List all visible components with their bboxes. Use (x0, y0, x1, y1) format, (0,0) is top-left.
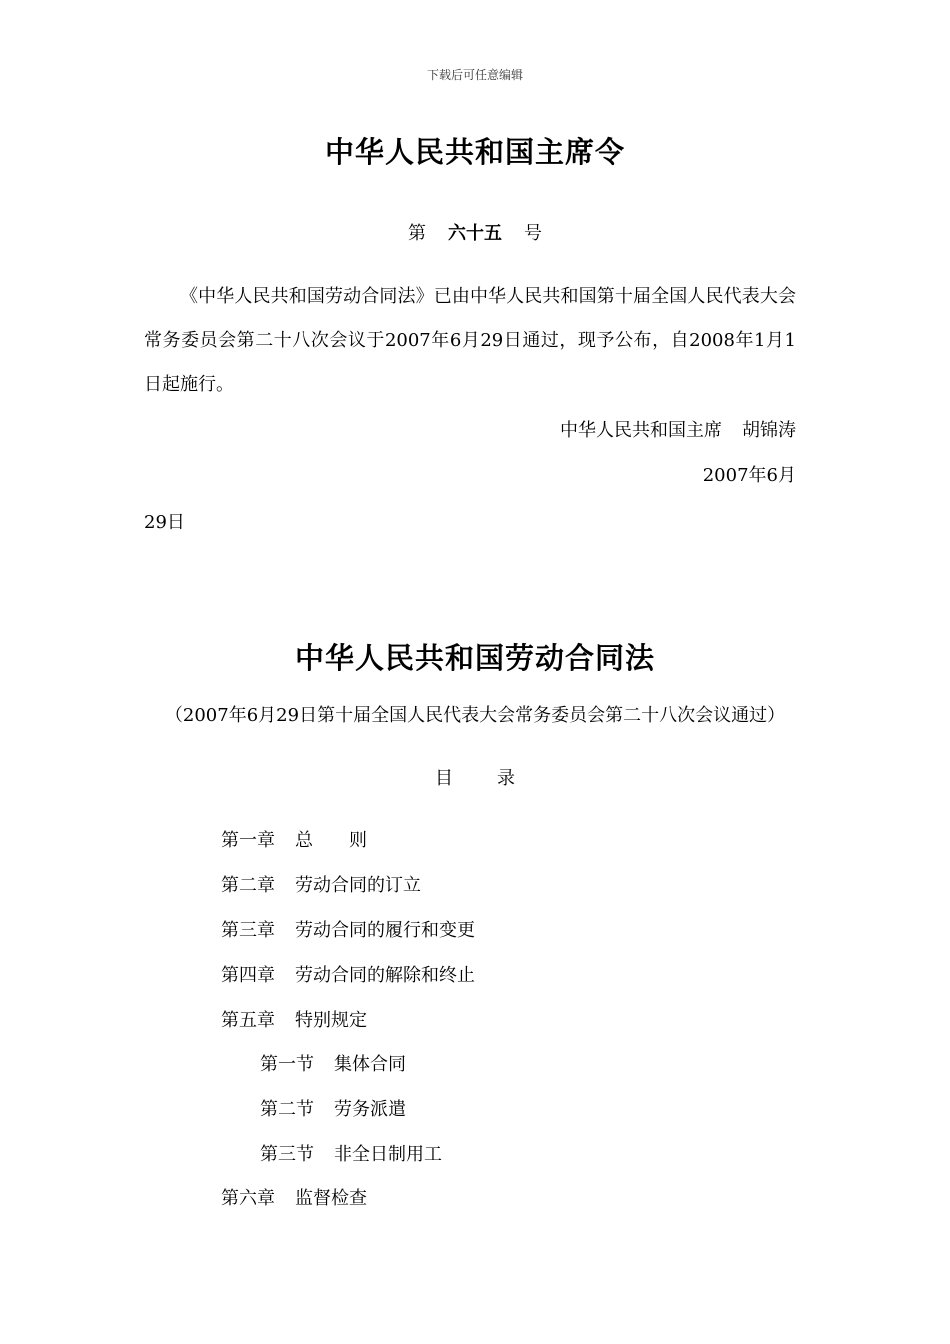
toc-item-text: 劳动合同的履行和变更 (295, 920, 475, 941)
toc-heading-char-1: 目 (435, 768, 453, 789)
toc-item-label: 第二节 (260, 1099, 314, 1120)
toc-item-chapter-2 (221, 871, 421, 897)
toc-item-label: 第五章 (221, 1010, 275, 1031)
signer-name: 胡锦涛 (742, 420, 796, 441)
toc-item-chapter-4 (221, 961, 475, 987)
toc-item-label: 第一节 (260, 1054, 314, 1075)
toc-item-text: 监督检查 (295, 1188, 367, 1209)
toc-item-label: 第二章 (221, 875, 275, 896)
toc-item-text: 劳动合同的解除和终止 (295, 965, 475, 986)
decree-signer (560, 416, 796, 442)
decree-order-number (0, 219, 950, 245)
header-note: 下载后可任意编辑 (426, 68, 523, 82)
toc-item-text: 特别规定 (295, 1010, 367, 1031)
toc-item-label: 第六章 (221, 1188, 275, 1209)
toc-heading-char-2: 录 (497, 768, 515, 789)
toc-item-section-1 (260, 1050, 406, 1076)
toc-item-section-3 (260, 1140, 442, 1166)
signer-title: 中华人民共和国主席 (560, 420, 722, 441)
toc-item-text: 总 则 (295, 830, 367, 851)
toc-item-chapter-6 (221, 1184, 367, 1210)
order-suffix: 号 (524, 223, 542, 244)
toc-heading (0, 764, 950, 790)
law-subtitle: （2007年6月29日第十届全国人民代表大会常务委员会第二十八次会议通过） (164, 705, 786, 726)
order-number: 六十五 (448, 223, 502, 244)
toc-item-label: 第三节 (260, 1144, 314, 1165)
toc-item-text: 非全日制用工 (334, 1144, 442, 1165)
toc-item-text: 劳务派遣 (334, 1099, 406, 1120)
decree-paragraph: 《中华人民共和国劳动合同法》已由中华人民共和国第十届全国人民代表大会常务委员会第二十八次会议于2007年6月29日通过，现予公布，自2008年1月1日起施行。 (144, 286, 796, 395)
decree-date-part2: 29日 (144, 512, 185, 533)
toc-item-label: 第三章 (221, 920, 275, 941)
toc-item-label: 第四章 (221, 965, 275, 986)
toc-item-chapter-1 (221, 826, 367, 852)
toc-item-section-2 (260, 1095, 406, 1121)
decree-date-part1: 2007年6月 (702, 465, 796, 486)
toc-item-text: 集体合同 (334, 1054, 406, 1075)
toc-item-text: 劳动合同的订立 (295, 875, 421, 896)
toc-item-label: 第一章 (221, 830, 275, 851)
order-prefix: 第 (408, 223, 426, 244)
law-title: 中华人民共和国劳动合同法 (294, 641, 655, 675)
toc-item-chapter-3 (221, 916, 475, 942)
decree-title: 中华人民共和国主席令 (324, 135, 625, 169)
toc-item-chapter-5 (221, 1006, 367, 1032)
